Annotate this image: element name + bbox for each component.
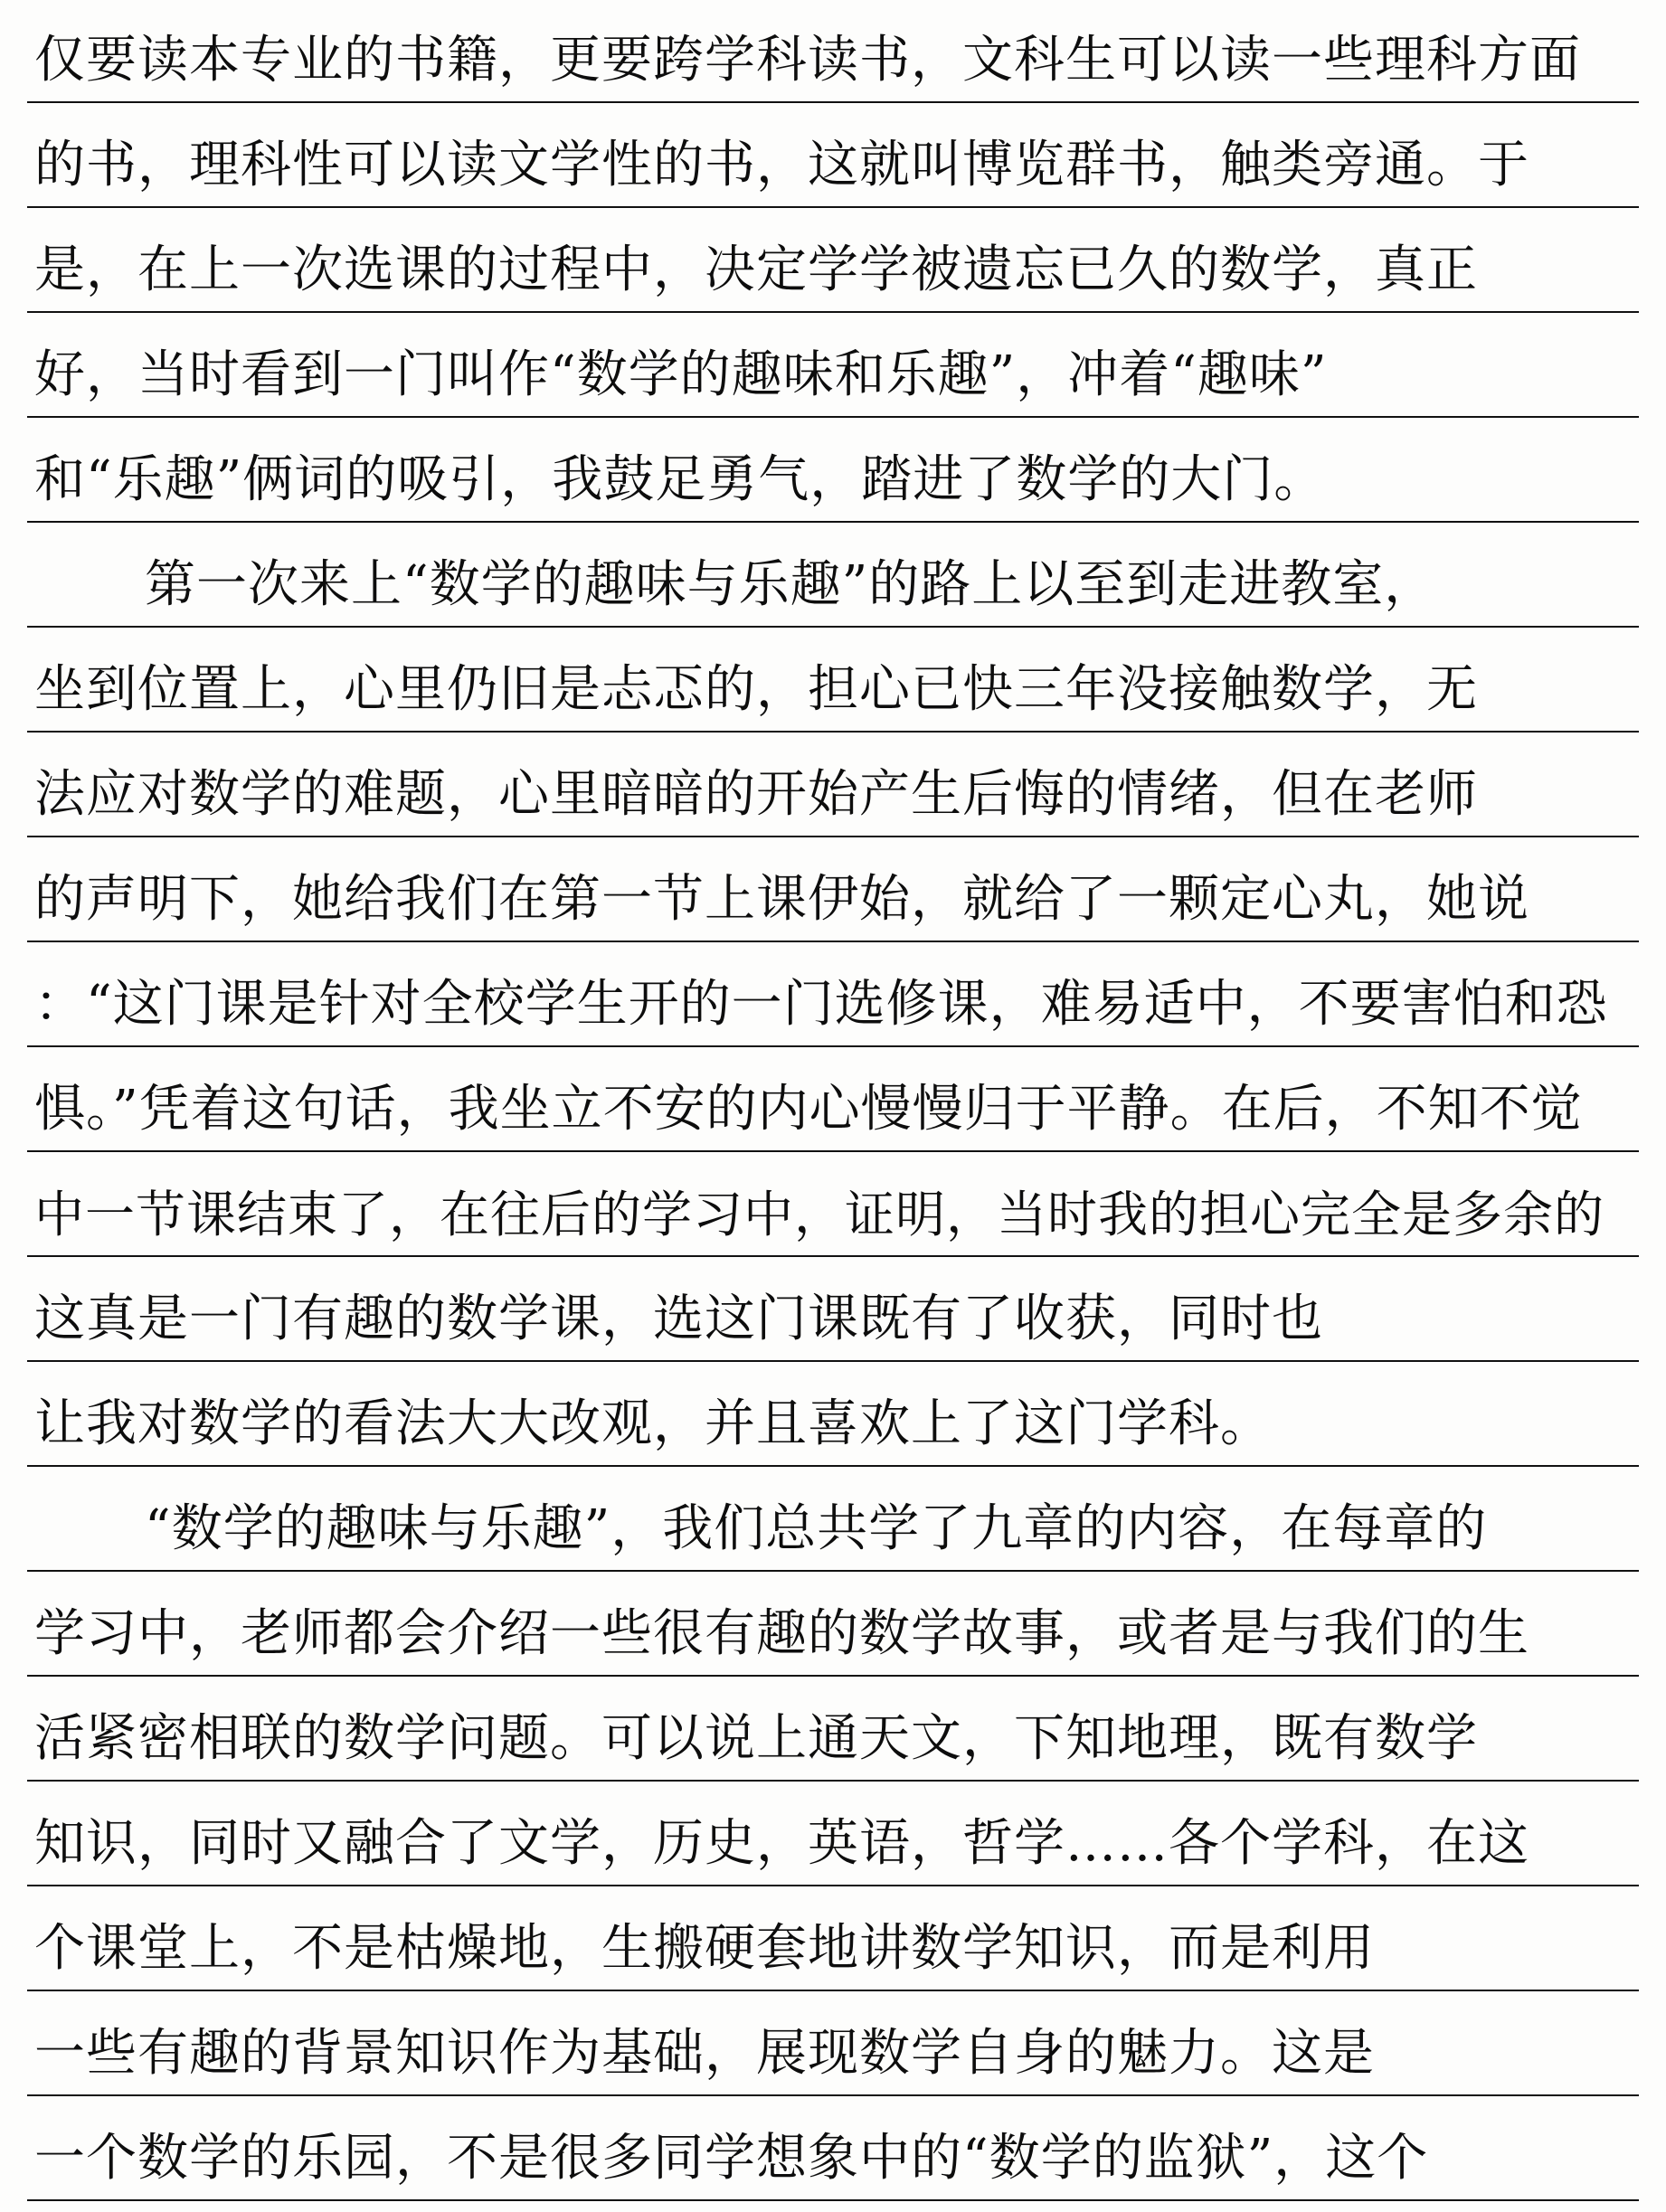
- line-text: 法应对数学的难题，心里暗暗的开始产生后悔的情绪，但在老师: [34, 765, 1478, 824]
- text-line: [27, 1590, 1639, 1677]
- line-text: 仅要读本专业的书籍，更要跨学科读书，文科生可以读一些理科方面: [34, 31, 1581, 90]
- text-line: [27, 1065, 1639, 1152]
- line-text: 个课堂上，不是枯燥地，生搬硬套地讲数学知识，而是利用: [34, 1919, 1375, 1978]
- text-line: [27, 2114, 1639, 2201]
- line-text: 知识，同时又融合了文学，历史，英语，哲学……各个学科，在这: [34, 1814, 1529, 1873]
- text-line: [27, 960, 1639, 1047]
- line-text: 的声明下，她给我们在第一节上课伊始，就给了一颗定心丸，她说: [34, 870, 1529, 929]
- line-text: ：“这门课是针对全校学生开的一门选修课，难易适中，不要害怕和恐: [34, 975, 1608, 1034]
- line-text: 中一节课结束了，在往后的学习中，证明，当时我的担心完全是多余的: [34, 1186, 1605, 1243]
- text-line: [27, 1695, 1639, 1782]
- line-text: 学习中，老师都会介绍一些很有趣的数学故事，或者是与我们的生: [34, 1604, 1529, 1663]
- text-line: [27, 1380, 1639, 1467]
- text-line: [27, 1275, 1639, 1362]
- line-text: “数学的趣味与乐趣”，我们总共学了九章的内容，在每章的: [145, 1499, 1488, 1558]
- line-text: 的书，理科性可以读文学性的书，这就叫博览群书，触类旁通。于: [34, 136, 1529, 194]
- text-line: [27, 1905, 1639, 1991]
- text-line: [27, 855, 1639, 942]
- line-text: 活紧密相联的数学问题。可以说上通天文，下知地理，既有数学: [34, 1709, 1478, 1768]
- text-line: [27, 646, 1639, 733]
- text-line: [27, 1170, 1639, 1257]
- text-line: [27, 121, 1639, 208]
- line-text: 是，在上一次选课的过程中，决定学学被遗忘已久的数学，真正: [34, 241, 1478, 299]
- line-text: 一些有趣的背景知识作为基础，展现数学自身的魅力。这是: [34, 2024, 1375, 2083]
- text-line: [27, 751, 1639, 837]
- line-text: 一个数学的乐园，不是很多同学想象中的“数学的监狱”，这个: [34, 2129, 1429, 2188]
- text-line: [27, 16, 1639, 103]
- line-text: 第一次来上“数学的趣味与乐趣”的路上以至到走进教室，: [145, 555, 1436, 614]
- text-line: [27, 226, 1639, 313]
- line-text: 惧。”凭着这句话，我坐立不安的内心慢慢归于平静。在后，不知不觉: [34, 1080, 1583, 1139]
- line-text: 让我对数学的看法大大改观，并且喜欢上了这门学科。: [34, 1394, 1272, 1453]
- line-text: 坐到位置上，心里仍旧是忐忑的，担心已快三年没接触数学，无: [34, 660, 1478, 719]
- text-line: [27, 2009, 1639, 2096]
- text-line: [27, 1485, 1639, 1572]
- line-text: 这真是一门有趣的数学课，选这门课既有了收获，同时也: [34, 1290, 1323, 1348]
- text-line: [27, 436, 1639, 523]
- text-line: [27, 1800, 1639, 1886]
- line-text: 好，当时看到一门叫作“数学的趣味和乐趣”，冲着“趣味”: [34, 345, 1328, 404]
- line-text: 和“乐趣”俩词的吸引，我鼓足勇气，踏进了数学的大门。: [34, 450, 1326, 509]
- text-line: [27, 541, 1639, 628]
- text-line: [27, 331, 1639, 418]
